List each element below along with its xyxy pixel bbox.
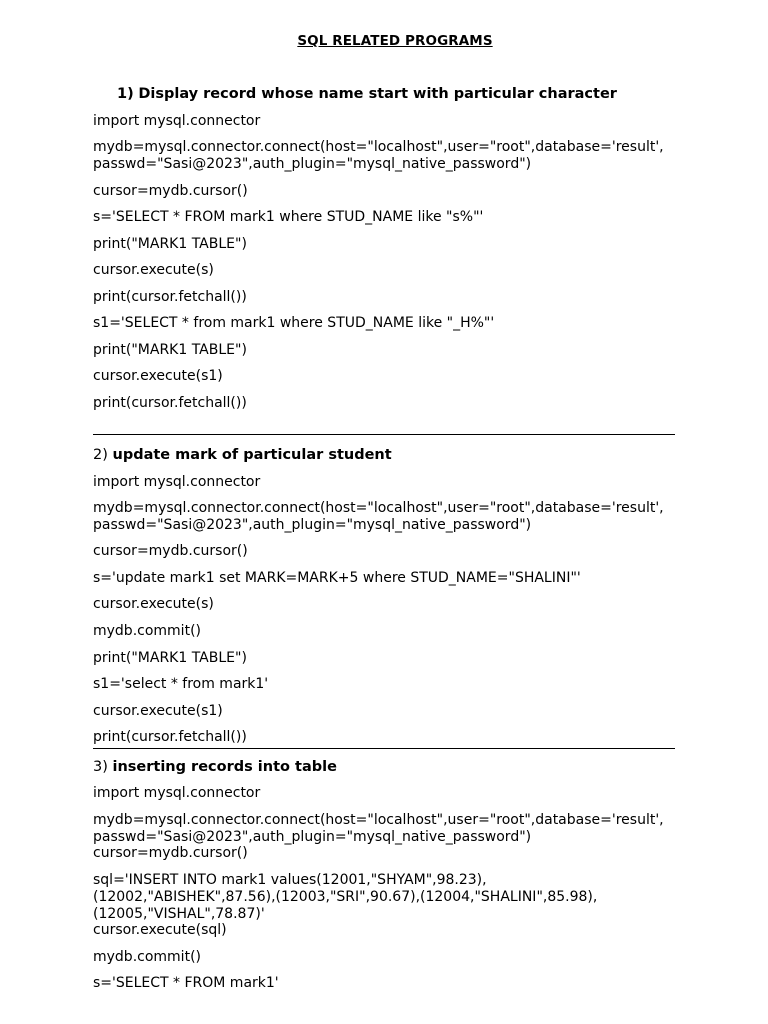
code-line: cursor.execute(s) [93, 596, 214, 612]
document-title: SQL RELATED PROGRAMS [297, 33, 493, 49]
code-line: print(cursor.fetchall()) [93, 395, 247, 411]
section-1-number: 1) [117, 86, 134, 102]
code-line: cursor.execute(s1) [93, 368, 223, 384]
code-line: mydb=mysql.connector.connect(host="localhost",user="root",database='result', [93, 812, 664, 828]
code-line: s='SELECT * FROM mark1' [93, 975, 279, 991]
section-2-number: 2) [93, 447, 108, 463]
code-line: s1='select * from mark1' [93, 676, 269, 692]
code-line: cursor.execute(s) [93, 262, 214, 278]
code-line: mydb.commit() [93, 623, 201, 639]
code-line: s='update mark1 set MARK=MARK+5 where STUD_NAME="SHALINI"' [93, 570, 581, 586]
code-line: s1='SELECT * from mark1 where STUD_NAME like "_H%"' [93, 315, 495, 331]
section-1-heading [117, 86, 617, 103]
code-line: print(cursor.fetchall()) [93, 729, 247, 745]
code-line: (12005,"VISHAL",78.87)' [93, 906, 265, 922]
code-line: s='SELECT * FROM mark1 where STUD_NAME like "s%"' [93, 209, 484, 225]
section-2-heading [93, 447, 392, 464]
code-line: passwd="Sasi@2023",auth_plugin="mysql_native_password") [93, 517, 532, 533]
code-line: import mysql.connector [93, 785, 261, 801]
section-3-title: inserting records into table [112, 759, 337, 775]
code-line: cursor=mydb.cursor() [93, 543, 248, 559]
code-line: import mysql.connector [93, 474, 261, 490]
section-divider [93, 434, 675, 435]
code-line: print("MARK1 TABLE") [93, 342, 247, 358]
code-line: sql='INSERT INTO mark1 values(12001,"SHYAM",98.23), [93, 872, 487, 888]
code-line: mydb=mysql.connector.connect(host="localhost",user="root",database='result', [93, 500, 664, 516]
code-line: import mysql.connector [93, 113, 261, 129]
code-line: mydb=mysql.connector.connect(host="localhost",user="root",database='result', [93, 139, 664, 155]
code-line: passwd="Sasi@2023",auth_plugin="mysql_native_password") [93, 829, 532, 845]
code-line: print("MARK1 TABLE") [93, 650, 247, 666]
code-line: cursor=mydb.cursor() [93, 845, 248, 861]
section-3-number: 3) [93, 759, 108, 775]
code-line: print(cursor.fetchall()) [93, 289, 247, 305]
section-2-title: update mark of particular student [112, 447, 392, 463]
code-line: print("MARK1 TABLE") [93, 236, 247, 252]
code-line: passwd="Sasi@2023",auth_plugin="mysql_native_password") [93, 156, 532, 172]
code-line: cursor.execute(sql) [93, 922, 227, 938]
code-line: (12002,"ABISHEK",87.56),(12003,"SRI",90.67),(12004,"SHALINI",85.98), [93, 889, 598, 905]
code-line: mydb.commit() [93, 949, 201, 965]
code-line: cursor=mydb.cursor() [93, 183, 248, 199]
code-line: cursor.execute(s1) [93, 703, 223, 719]
section-3-heading [93, 759, 337, 776]
section-divider [93, 748, 675, 749]
section-1-title: Display record whose name start with particular character [138, 86, 617, 102]
